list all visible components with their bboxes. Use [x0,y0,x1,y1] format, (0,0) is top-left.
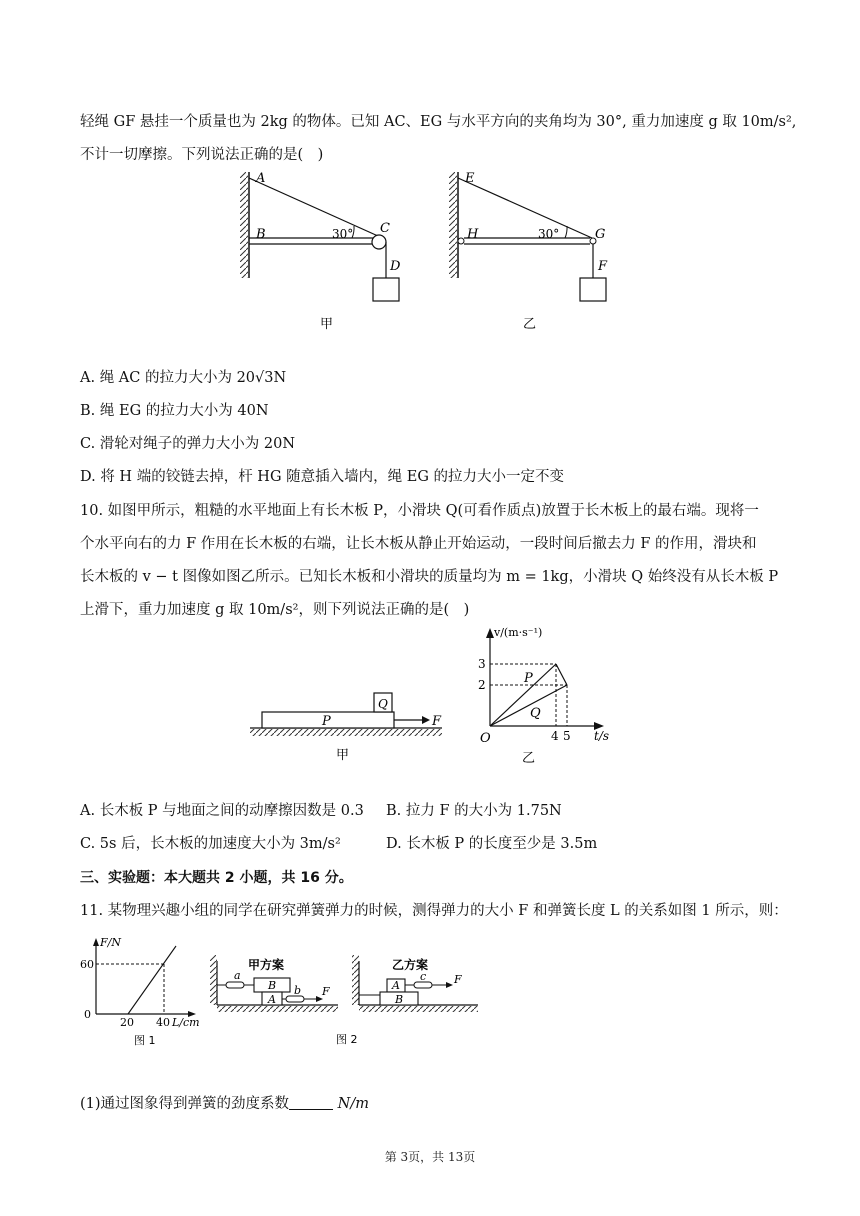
q10-vt-origin: O [480,731,491,746]
q11-fig1-origin: 0 [84,1008,91,1021]
q10-yi-caption: 乙 [522,751,536,766]
q11-yi-label-a: A [392,979,400,992]
q11-jia-title: 甲方案 [248,958,285,972]
q10-stem-line3: 长木板的 v − t 图像如图乙所示。已知长木板和小滑块的质量均为 m = 1kg，小滑块 Q 始终没有从长木板 P [80,569,779,585]
q10-vt-xtick-5: 5 [563,729,571,743]
q9-yi-caption: 乙 [523,317,537,332]
q9-jia-caption: 甲 [320,317,334,332]
q9-yi-label-g: G [595,227,606,242]
q11-yi-label-b: B [395,993,404,1006]
q11-figure-2 [210,955,480,1053]
q11-fig1-xtick-40: 40 [156,1016,170,1029]
q9-jia-label-b: B [256,227,266,242]
q9-yi-angle: 30° [538,227,560,241]
q10-figure-yi [474,620,624,770]
q11-jia-label-a: a [234,969,241,982]
q11-jia-label-b-spring: b [294,984,302,997]
q10-option-b: B. 拉力 F 的大小为 1.75N [386,803,562,819]
q11-fig2-caption: 图 2 [336,1033,358,1046]
q10-force-label: F [432,714,442,729]
q11-fig1-xtick-20: 20 [120,1016,134,1029]
q10-vt-ytick-3: 3 [478,657,486,671]
q11-sub1-unit: N/m [337,1096,369,1112]
q10-vt-x-label: t/s [594,729,610,743]
q10-vt-ytick-2: 2 [478,678,486,692]
q11-yi-title: 乙方案 [392,958,429,972]
q10-vt-y-label: v/(m·s⁻¹) [494,626,543,639]
q9-option-b: B. 绳 EG 的拉力大小为 40N [80,403,269,419]
q10-vt-xtick-4: 4 [551,729,559,743]
q11-fig1-y-label: F/N [100,936,121,949]
q11-figure-1 [80,934,208,1052]
q10-vt-curve-q: Q [530,706,541,721]
q9-yi-label-f: F [598,259,608,274]
q10-vt-curve-p: P [524,671,533,686]
q9-option-c: C. 滑轮对绳子的弹力大小为 20N [80,436,296,452]
q10-option-a: A. 长木板 P 与地面之间的动摩擦因数是 0.3 [80,803,364,819]
q11-fig1-caption: 图 1 [134,1034,156,1047]
q11-jia-label-f: F [322,985,330,998]
q11-fig1-ytick-60: 60 [80,958,94,971]
q11-stem: 11. 某物理兴趣小组的同学在研究弹簧弹力的时候，测得弹力的大小 F 和弹簧长度 L 的关系如图 1 所示，则： [80,903,788,919]
q9-stem-line2: 不计一切摩擦。下列说法正确的是( ) [80,147,324,163]
section-3-heading: 三、实验题：本大题共 2 小题，共 16 分。 [80,870,353,886]
q9-jia-label-d: D [390,259,401,274]
q10-option-d: D. 长木板 P 的长度至少是 3.5m [386,836,598,852]
q10-board-label: P [322,714,331,729]
q11-sub1-blank[interactable] [289,1095,333,1110]
q9-option-d: D. 将 H 端的铰链去掉，杆 HG 随意插入墙内，绳 EG 的拉力大小一定不变 [80,469,565,485]
q11-sub1 [80,1094,369,1114]
q10-jia-caption: 甲 [336,748,350,763]
q9-stem-line1: 轻绳 GF 悬挂一个质量也为 2kg 的物体。已知 AC、EG 与水平方向的夹角均为 30°, 重力加速度 g 取 10m/s², [80,114,797,130]
q9-jia-label-a: A [256,171,266,186]
q10-stem-line4: 上滑下，重力加速度 g 取 10m/s²，则下列说法正确的是( ) [80,602,470,618]
q9-yi-label-h: H [467,227,479,242]
q10-stem-line2: 个水平向右的力 F 作用在长木板的右端，让长木板从静止开始运动，一段时间后撤去力 F 的作用，滑块和 [80,536,757,552]
q9-figure-yi [449,166,629,336]
q10-block-label: Q [378,697,388,711]
q11-fig1-x-label: L/cm [172,1016,200,1029]
q10-stem-line1: 10. 如图甲所示，粗糙的水平地面上有长木板 P，小滑块 Q(可看作质点)放置于长木板上的最右端。现将一 [80,503,759,519]
q11-yi-label-c: c [420,970,427,983]
q10-option-c: C. 5s 后，长木板的加速度大小为 3m/s² [80,836,341,852]
q9-jia-angle: 30° [332,227,354,241]
q9-figure-jia [240,166,420,336]
q11-jia-label-a-lower: A [268,993,276,1006]
q11-yi-label-f: F [454,973,462,986]
page-footer: 第 3页，共 13页 [384,1150,476,1164]
q9-option-a: A. 绳 AC 的拉力大小为 20√3N [80,370,287,386]
q9-jia-label-c: C [380,221,390,236]
q10-figure-jia [250,685,450,765]
q9-yi-label-e: E [465,171,475,186]
q11-sub1-prefix: (1)通过图象得到弹簧的劲度系数 [80,1096,290,1112]
q11-jia-label-b-upper: B [268,979,277,992]
